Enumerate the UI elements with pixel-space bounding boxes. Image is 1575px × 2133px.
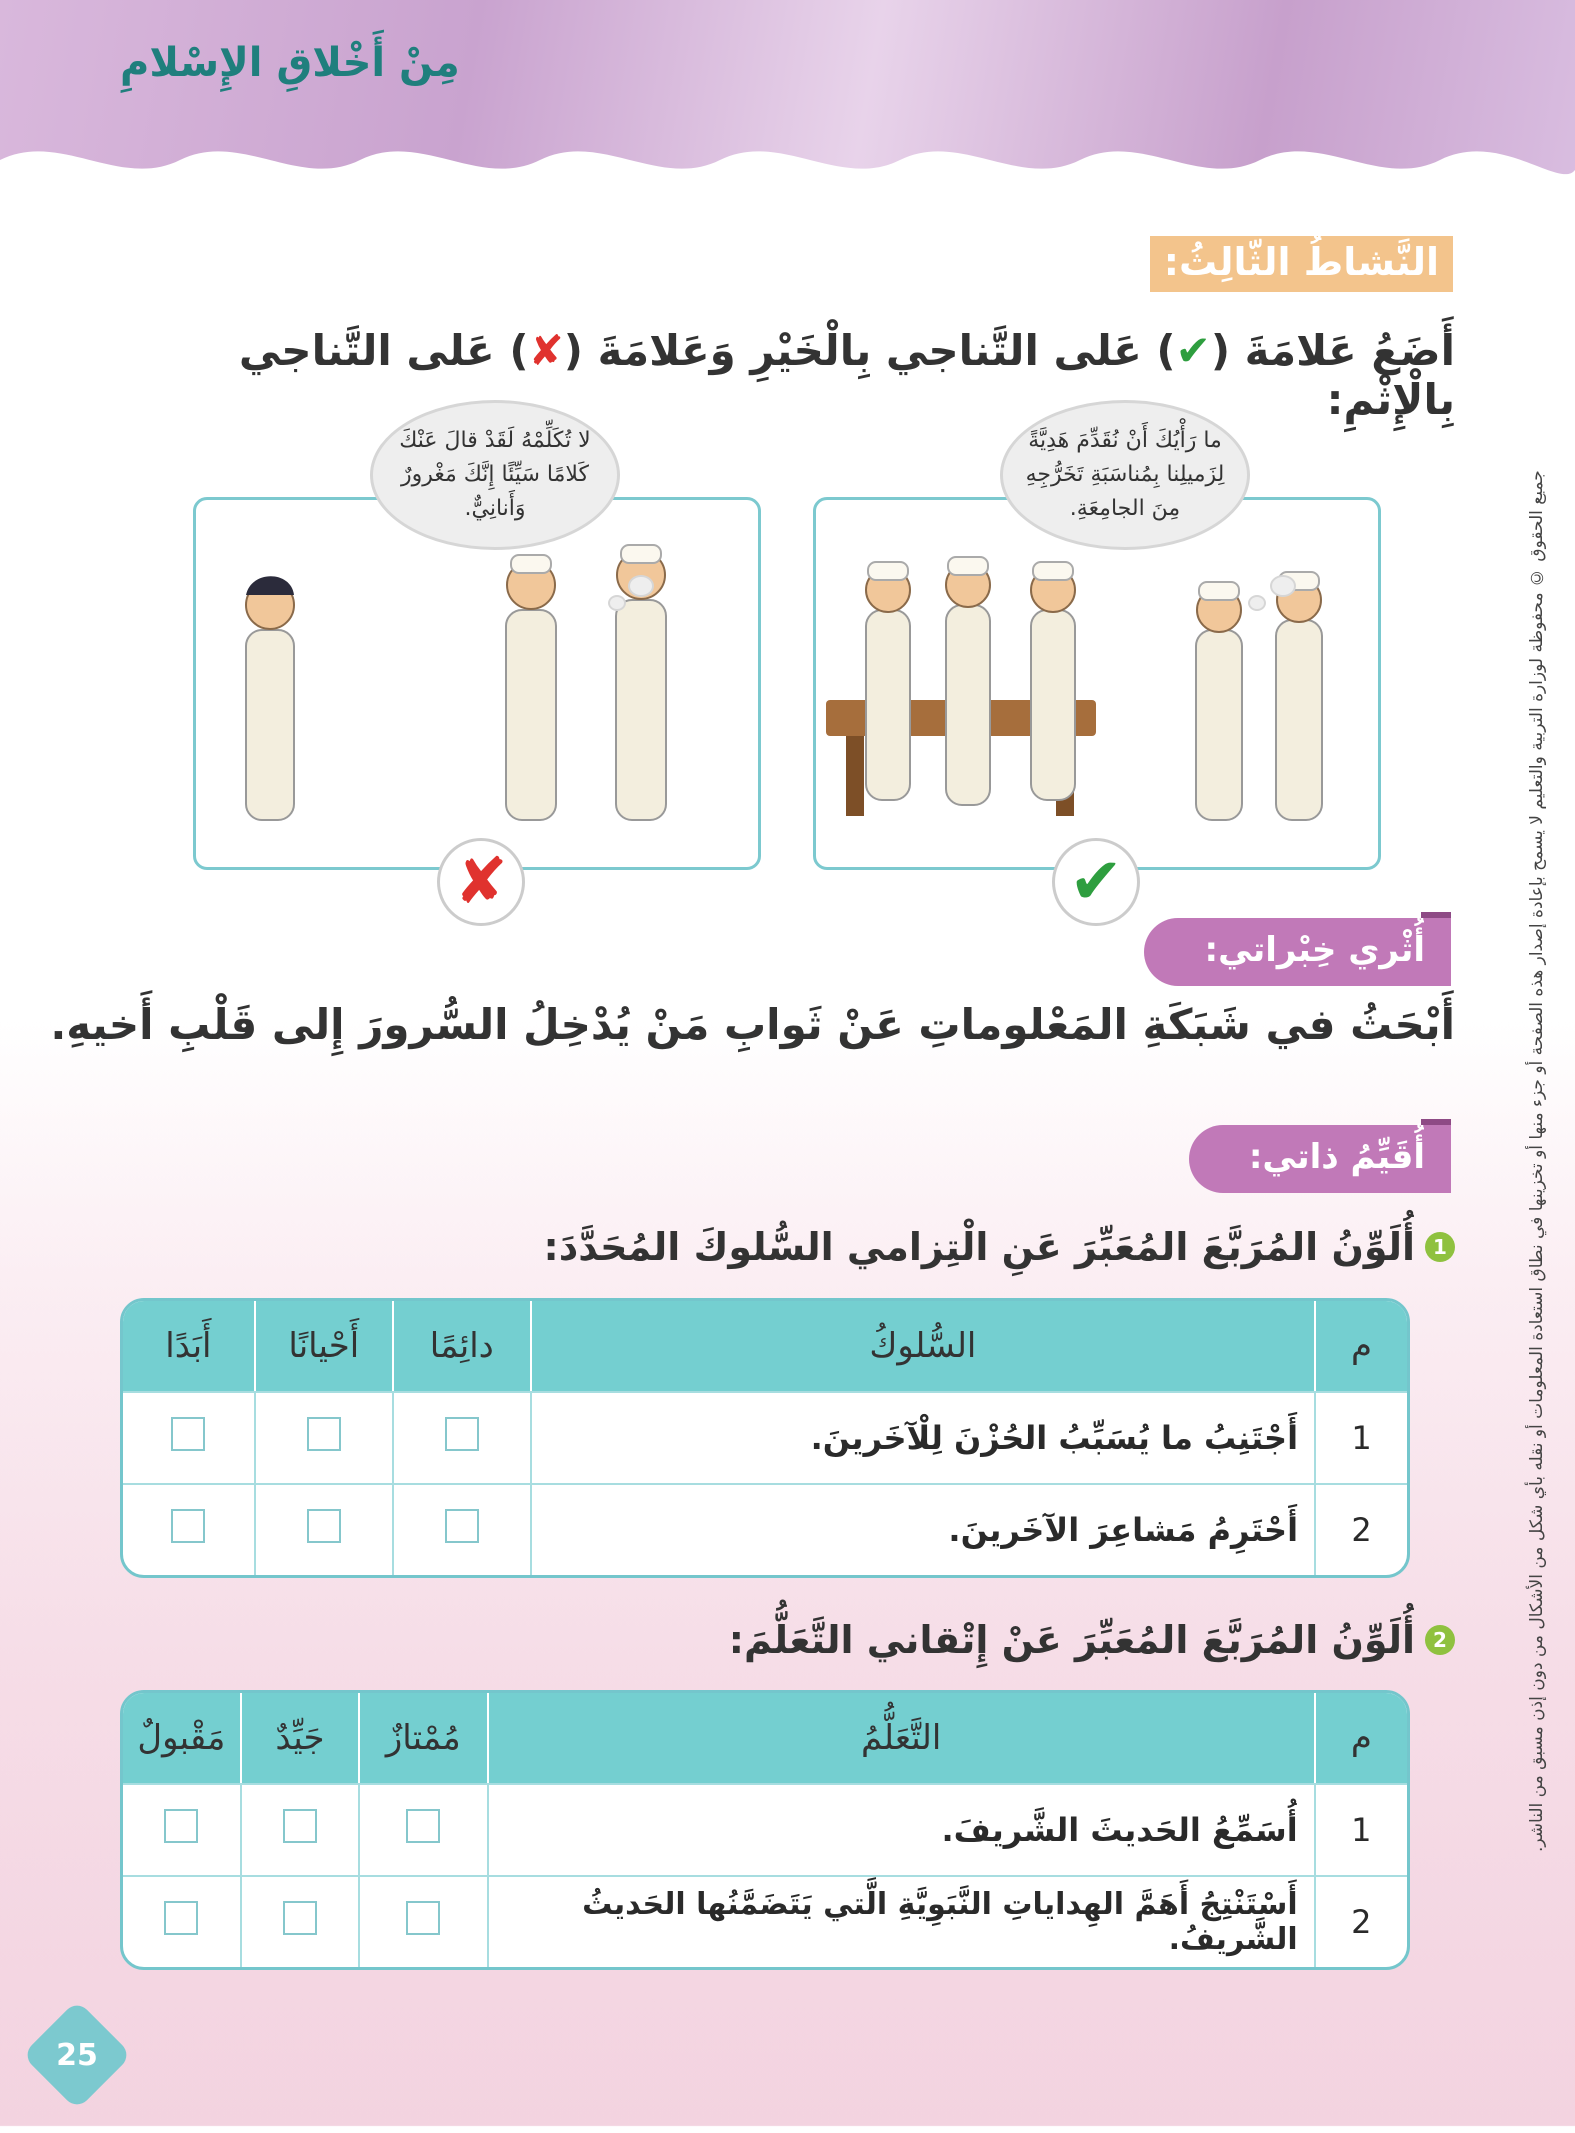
self-eval-label: أُقَيِّمُ ذاتي: — [1189, 1125, 1451, 1193]
col-header: م — [1314, 1693, 1407, 1783]
table-header-row — [123, 1693, 1407, 1783]
question-1 — [544, 1225, 1455, 1269]
col-header: السُّلوكُ — [530, 1301, 1314, 1391]
instruction-start: أَضَعُ عَلامَةَ ( — [1210, 326, 1455, 375]
row-number: 1 — [1314, 1783, 1407, 1875]
question-2 — [729, 1618, 1455, 1662]
row-number: 2 — [1314, 1483, 1407, 1575]
activity-instruction — [135, 326, 1455, 424]
thought-dot — [1248, 595, 1266, 611]
thought-dot — [608, 595, 626, 611]
question-number: 2 — [1425, 1625, 1455, 1655]
checkbox-sometimes[interactable] — [307, 1417, 341, 1451]
page-header — [0, 0, 1575, 190]
checkbox-sometimes[interactable] — [307, 1509, 341, 1543]
checkbox-acceptable[interactable] — [164, 1809, 198, 1843]
col-header: دائِمًا — [392, 1301, 530, 1391]
checkbox-never[interactable] — [171, 1509, 205, 1543]
row-text: أَسْتَنْتِجُ أَهَمَّ الهِداياتِ النَّبَوِيَّةِ الَّتي يَتَضَمَّنُها الحَديثُ الشَّريفُ. — [487, 1875, 1314, 1967]
checkbox-good[interactable] — [283, 1901, 317, 1935]
checkbox-good[interactable] — [283, 1809, 317, 1843]
speech-bubble-good: ما رَأْيُكَ أَنْ نُقَدِّمَ هَدِيَّةً لِزَميلِنا بِمُناسَبَةِ تَخَرُّجِهِ مِنَ الجامِعَةِ. — [1000, 400, 1250, 550]
copyright-note: جميع الحقوق © محفوظة لوزارة التربية والتعليم لا يسمح بإعادة إصدار هذه الصفحة أو جزء منها أو تخزينها في نطاق استعادة المعلومات أو نقله بأي شكل من الأشكال من دون إذن مسبق من الناشر. — [1527, 470, 1547, 1852]
unit-title: مِنْ أَخْلاقِ الإِسْلامِ — [120, 40, 460, 86]
check-icon: ✔ — [1175, 326, 1211, 375]
row-text: أُسَمِّعُ الحَديثَ الشَّريفَ. — [487, 1783, 1314, 1875]
question-number: 1 — [1425, 1232, 1455, 1262]
col-header: التَّعَلُّمُ — [487, 1693, 1314, 1783]
checkbox-acceptable[interactable] — [164, 1901, 198, 1935]
col-header: جَيِّدٌ — [240, 1693, 358, 1783]
row-text: أَجْتَنِبُ ما يُسَبِّبُ الحُزْنَ لِلْآخَرينَ. — [530, 1391, 1314, 1483]
behavior-table — [120, 1298, 1410, 1578]
table-row — [123, 1391, 1407, 1483]
learning-table — [120, 1690, 1410, 1970]
scene-bad-whisper — [193, 497, 761, 870]
checkbox-always[interactable] — [445, 1509, 479, 1543]
question-text: أُلَوِّنُ المُرَبَّعَ المُعَبِّرَ عَنْ إِتْقاني التَّعَلُّمَ: — [728, 1618, 1415, 1662]
enrich-label: أُثْري خِبْراتي: — [1144, 918, 1451, 986]
col-header: م — [1314, 1301, 1407, 1391]
checkbox-excellent[interactable] — [406, 1901, 440, 1935]
col-header: مَقْبولٌ — [123, 1693, 240, 1783]
cross-icon: ✘ — [528, 326, 564, 375]
row-number: 2 — [1314, 1875, 1407, 1967]
activity-label: النَّشاطُ الثّالِثُ: — [1150, 236, 1453, 292]
row-text: أَحْتَرِمُ مَشاعِرَ الآخَرينَ. — [530, 1483, 1314, 1575]
instruction-mid: ) عَلى التَّناجي بِالْخَيْرِ وَعَلامَةَ ( — [563, 326, 1176, 375]
students-gossip-illustration — [196, 500, 758, 867]
students-table-illustration — [816, 500, 1378, 867]
check-mark-icon: ✔ — [1052, 838, 1140, 926]
speech-bubble-bad: لا تُكَلِّمْهُ لَقَدْ قالَ عَنْكَ كَلامًا سَيِّئًا إِنَّكَ مَغْرورٌ وَأَنانِيٌّ. — [370, 400, 620, 550]
scene-good-whisper — [813, 497, 1381, 870]
table-row — [123, 1783, 1407, 1875]
enrich-text: أَبْحَثُ في شَبَكَةِ المَعْلوماتِ عَنْ ثَوابِ مَنْ يُدْخِلُ السُّرورَ إِلى قَلْبِ أَخيهِ. — [50, 1000, 1455, 1049]
row-number: 1 — [1314, 1391, 1407, 1483]
checkbox-never[interactable] — [171, 1417, 205, 1451]
thought-dot — [628, 575, 654, 597]
question-text: أُلَوِّنُ المُرَبَّعَ المُعَبِّرَ عَنِ الْتِزامي السُّلوكَ المُحَدَّدَ: — [543, 1225, 1415, 1269]
checkbox-always[interactable] — [445, 1417, 479, 1451]
instruction-end: ) عَلى التَّناجي بِالْإِثْمِ: — [238, 326, 1455, 424]
page-number: 25 — [56, 2037, 98, 2073]
col-header: أَبَدًا — [123, 1301, 254, 1391]
table-row — [123, 1483, 1407, 1575]
col-header: مُمْتازٌ — [358, 1693, 486, 1783]
cross-mark-icon: ✘ — [437, 838, 525, 926]
page-number-badge — [22, 2000, 132, 2110]
table-header-row — [123, 1301, 1407, 1391]
header-wave-decoration — [0, 130, 1575, 190]
col-header: أَحْيانًا — [254, 1301, 392, 1391]
thought-dot — [1270, 575, 1296, 597]
checkbox-excellent[interactable] — [406, 1809, 440, 1843]
table-row — [123, 1875, 1407, 1967]
